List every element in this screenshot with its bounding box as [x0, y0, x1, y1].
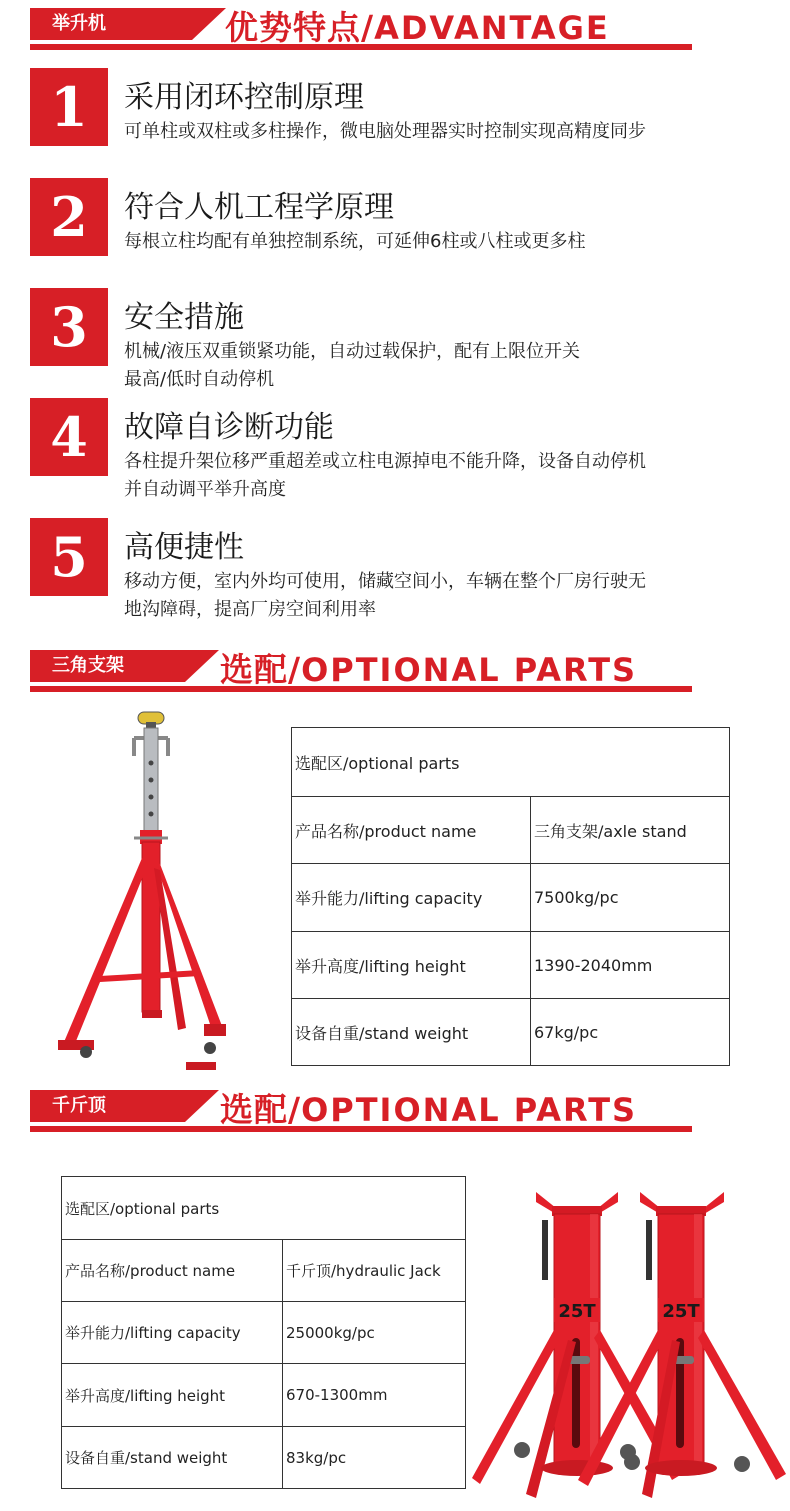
row-label: 举升能力/lifting capacity	[292, 864, 531, 932]
table-row	[62, 1364, 466, 1427]
row-label: 设备自重/stand weight	[292, 999, 531, 1066]
item-title: 符合人机工程学原理	[124, 190, 394, 225]
title-sep: /	[288, 650, 302, 689]
jack-section-header	[30, 1088, 692, 1132]
desc-line: 最高/低时自动停机	[124, 369, 275, 390]
item-number: 3	[30, 288, 108, 366]
hydraulic-jack-image	[472, 1180, 788, 1506]
desc-line: 机械/液压双重锁紧功能，自动过载保护，配有上限位开关	[124, 341, 581, 362]
row-value: 25000kg/pc	[283, 1302, 466, 1364]
desc-line: 并自动调平举升高度	[124, 479, 286, 500]
row-value: 67kg/pc	[531, 999, 730, 1066]
desc-line: 可单柱或双柱或多柱操作，微电脑处理器实时控制实现高精度同步	[124, 121, 646, 142]
table-header: 选配区/optional parts	[292, 728, 730, 797]
jack-left-label: 25T	[558, 1301, 596, 1322]
jack-right-label: 25T	[662, 1301, 700, 1322]
axle-stand-image	[50, 708, 240, 1076]
item-desc	[124, 448, 646, 504]
title-sep: /	[288, 1090, 302, 1129]
table-row	[292, 932, 730, 999]
section-tag: 举升机	[30, 8, 192, 40]
jack-spec-table	[61, 1176, 466, 1489]
row-label: 设备自重/stand weight	[62, 1427, 283, 1489]
row-value: 7500kg/pc	[531, 864, 730, 932]
item-number: 5	[30, 518, 108, 596]
row-label: 举升高度/lifting height	[62, 1364, 283, 1427]
item-number: 1	[30, 68, 108, 146]
desc-line: 各柱提升架位移严重超差或立柱电源掉电不能升降，设备自动停机	[124, 451, 646, 472]
section-tag: 三角支架	[30, 650, 185, 682]
advantage-section-header	[30, 6, 692, 50]
row-label: 举升能力/lifting capacity	[62, 1302, 283, 1364]
table-header: 选配区/optional parts	[62, 1177, 466, 1240]
item-desc	[124, 568, 646, 624]
item-desc	[124, 118, 646, 146]
table-row	[292, 864, 730, 932]
item-desc	[124, 338, 580, 394]
title-cn: 优势特点	[225, 8, 361, 47]
title-cn: 选配	[220, 1090, 288, 1129]
axle-stand-section-header	[30, 648, 692, 692]
row-value: 三角支架/axle stand	[531, 797, 730, 864]
section-title	[220, 1084, 637, 1131]
item-title: 高便捷性	[124, 530, 244, 565]
item-title: 安全措施	[124, 300, 244, 335]
title-en: ADVANTAGE	[374, 9, 610, 47]
item-title: 采用闭环控制原理	[124, 80, 364, 115]
row-label: 产品名称/product name	[292, 797, 531, 864]
item-desc	[124, 228, 585, 256]
item-number: 4	[30, 398, 108, 476]
title-sep: /	[361, 8, 375, 47]
row-value: 83kg/pc	[283, 1427, 466, 1489]
table-row	[292, 999, 730, 1066]
desc-line: 移动方便，室内外均可使用，储藏空间小，车辆在整个厂房行驶无	[124, 571, 646, 592]
row-label: 举升高度/lifting height	[292, 932, 531, 999]
item-title: 故障自诊断功能	[124, 410, 334, 445]
table-row	[62, 1427, 466, 1489]
section-title	[220, 644, 637, 691]
jack-right	[578, 1192, 786, 1498]
desc-line: 每根立柱均配有单独控制系统，可延伸6柱或八柱或更多柱	[124, 231, 586, 252]
row-value: 千斤顶/hydraulic Jack	[283, 1240, 466, 1302]
row-value: 670-1300mm	[283, 1364, 466, 1427]
row-value: 1390-2040mm	[531, 932, 730, 999]
section-title	[225, 2, 610, 49]
table-row	[62, 1302, 466, 1364]
item-number: 2	[30, 178, 108, 256]
title-cn: 选配	[220, 650, 288, 689]
desc-line: 地沟障碍，提高厂房空间利用率	[124, 599, 376, 620]
title-en: OPTIONAL PARTS	[301, 1091, 638, 1129]
title-en: OPTIONAL PARTS	[301, 651, 638, 689]
row-label: 产品名称/product name	[62, 1240, 283, 1302]
table-row	[292, 797, 730, 864]
table-row	[62, 1240, 466, 1302]
section-tag: 千斤顶	[30, 1090, 185, 1122]
axle-stand-spec-table	[291, 727, 730, 1066]
